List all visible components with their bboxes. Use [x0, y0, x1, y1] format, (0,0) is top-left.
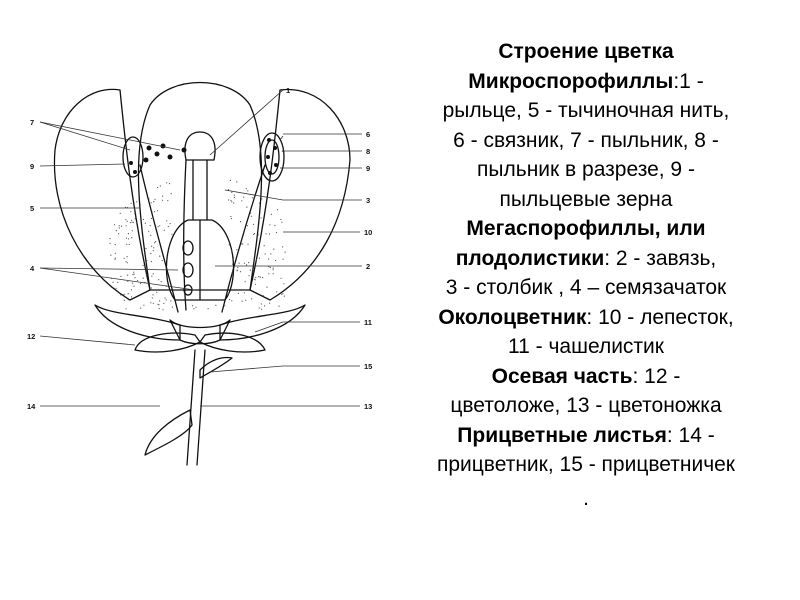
stipple-dot [247, 225, 248, 226]
stipple-dot [134, 209, 135, 210]
stipple-dot [164, 297, 165, 298]
stipple-dot [114, 259, 115, 260]
stipple-dot [250, 270, 251, 271]
label-11: 11 [364, 318, 372, 327]
stipple-dot [161, 281, 162, 282]
stipple-dot [145, 223, 146, 224]
stipple-dot [255, 277, 256, 278]
stipple-dot [170, 223, 171, 224]
stipple-dot [110, 255, 111, 256]
stipple-dot [265, 253, 266, 254]
right-leader-stubs [283, 134, 362, 406]
stipple-dot [158, 304, 159, 305]
stipple-dot [131, 222, 132, 223]
stipple-dot [247, 190, 248, 191]
stigma [185, 132, 215, 160]
stipple-dot [151, 287, 152, 288]
stipple-dot [230, 200, 231, 201]
stipple-dot [253, 197, 254, 198]
stipple-dot [128, 238, 129, 239]
stipple-dot [247, 244, 248, 245]
stipple-dot [268, 258, 269, 259]
stipple-dot [116, 230, 117, 231]
stipple-dot [242, 243, 243, 244]
stipple-dot [158, 279, 159, 280]
stipple-dot [109, 238, 110, 239]
stipple-dot [269, 303, 270, 304]
stipple-dot [154, 199, 155, 200]
stipple-dot [131, 220, 132, 221]
stipple-dot [143, 278, 144, 279]
micro-line-2: 6 - связник, 7 - пыльник, 8 - [453, 128, 719, 152]
stipple-dot [270, 253, 271, 254]
stipple-dot [231, 300, 232, 301]
stipple-dot [136, 222, 137, 223]
stipple-dot [143, 305, 144, 306]
stipple-dot [261, 192, 262, 193]
micro-line-3: пыльник в разрезе, 9 - [477, 158, 695, 181]
stipple-dot [237, 267, 238, 268]
stipple-dot [266, 233, 267, 234]
legend-axial-row [392, 362, 780, 392]
stipple-dot [150, 225, 151, 226]
stipple-dot [140, 283, 141, 284]
stipple-dot [157, 187, 158, 188]
stipple-dot [273, 249, 274, 250]
stipple-dot [140, 204, 141, 205]
flower-structure-diagram [0, 60, 390, 480]
stipple-dot [270, 267, 271, 268]
stipple-dot [195, 307, 196, 308]
petal-right [250, 90, 350, 300]
stipple-dot [146, 274, 147, 275]
bract-first: : 14 - [666, 423, 715, 447]
stipple-dot [133, 286, 134, 287]
stipple-dot [224, 305, 225, 306]
stipple-dot [126, 308, 127, 309]
stipple-dot [280, 278, 281, 279]
stipple-dot [231, 218, 232, 219]
stipple-dot [151, 261, 152, 262]
stipple-dot [127, 262, 128, 263]
stipple-dot [151, 276, 152, 277]
stipple-dot [162, 260, 163, 261]
stipple-dot [232, 264, 233, 265]
stipple-dot [263, 295, 264, 296]
stipple-dot [280, 219, 281, 220]
stipple-dot [115, 258, 116, 259]
stipple-dot [238, 293, 239, 294]
legend-perianth-row [392, 303, 780, 333]
stipple-dot [123, 294, 124, 295]
mega-heading: Мегаспорофиллы, или [466, 217, 706, 240]
stipple-dot [120, 294, 121, 295]
stipple-dot [253, 224, 254, 225]
stipple-dot [170, 300, 171, 301]
stipple-dot [261, 198, 262, 199]
label-4: 4 [30, 264, 35, 273]
stipple-dot [159, 243, 160, 244]
pollen-grains [129, 138, 278, 175]
stipple-dot [153, 247, 154, 248]
stipple-dot [261, 217, 262, 218]
stipple-dot [234, 195, 235, 196]
stipple-dot [259, 307, 260, 308]
mega-heading-2: плодолистики [455, 246, 605, 270]
stipple-dot [234, 197, 235, 198]
stipple-dot [116, 288, 117, 289]
stipple-dot [120, 213, 121, 214]
label-15: 15 [364, 362, 373, 371]
stipple-dot [150, 235, 151, 236]
stipple-dot [155, 241, 156, 242]
stipple-dot [128, 293, 129, 294]
stipple-dot [128, 299, 129, 300]
stipple-dot [127, 256, 128, 257]
stipple-dot [237, 270, 238, 271]
stipple-dot [261, 309, 262, 310]
stipple-dot [230, 216, 231, 217]
stipple-dot [281, 294, 282, 295]
stipple-dot [115, 253, 116, 254]
perianth-line-2: 11 - чашелистик [508, 335, 664, 358]
stipple-dot [117, 282, 118, 283]
stipple-dot [228, 293, 229, 294]
stipple-dot [228, 199, 229, 200]
stipple-dot [151, 246, 152, 247]
stipple-dot [232, 273, 233, 274]
stipple-dot [162, 309, 163, 310]
stipple-dot [166, 299, 167, 300]
stipple-dot [261, 303, 262, 304]
stipple-dot [283, 283, 284, 284]
stipple-dot [273, 273, 274, 274]
stipple-dot [253, 234, 254, 235]
stipple-dot [152, 297, 153, 298]
stipple-dot [159, 225, 160, 226]
stipple-dot [166, 220, 167, 221]
stipple-dot [231, 250, 232, 251]
label-10: 10 [364, 228, 373, 237]
micro-line-1: рыльце, 5 - тычиночная нить, [442, 99, 730, 122]
stipple-dot [124, 258, 125, 259]
stipple-dot [258, 234, 259, 235]
stipple-dot [273, 269, 274, 270]
trailing-dot: . [583, 486, 589, 510]
micro-line-4: пыльцевые зерна [499, 187, 673, 211]
stipple-dot [115, 244, 116, 245]
stipple-dot [126, 238, 127, 239]
legend-mega-row [392, 214, 780, 244]
stipple-dot [233, 275, 234, 276]
stipple-dot [262, 277, 263, 278]
stipple-dot [233, 257, 234, 258]
style [193, 160, 207, 220]
labels-left [27, 118, 36, 411]
label-9-right: 9 [366, 164, 371, 173]
stipple-dot [159, 300, 160, 301]
stipple-dot [169, 183, 170, 184]
sepal-left [95, 305, 180, 340]
stipple-dot [246, 264, 247, 265]
stipple-dot [162, 200, 163, 201]
stipple-dot [154, 242, 155, 243]
stipple-dot [232, 271, 233, 272]
label-9-left: 9 [30, 162, 35, 171]
stipple-dot [143, 265, 144, 266]
stipple-dot [150, 302, 151, 303]
label-2: 2 [366, 262, 371, 271]
stipple-dot [245, 300, 246, 301]
stipple-dot [248, 275, 249, 276]
stipple-dot [118, 233, 119, 234]
stipple-dot [278, 306, 279, 307]
perianth-first: : 10 - лепесток, [586, 305, 734, 329]
stipple-dot [153, 250, 154, 251]
stipple-dot [285, 252, 286, 253]
stipple-dot [131, 237, 132, 238]
stipple-dot [112, 282, 113, 283]
stipple-dot [153, 303, 154, 304]
bract-line-2: прицветник, 15 - прицветничек [437, 453, 735, 476]
mega-first: : 2 - завязь, [604, 246, 717, 270]
stipple-dot [130, 222, 131, 223]
stipple-dot [140, 308, 141, 309]
stipple-dot [251, 216, 252, 217]
stipple-dot [119, 227, 120, 228]
stipple-dot [252, 271, 253, 272]
stipple-dot [168, 246, 169, 247]
stipple-dot [215, 305, 216, 306]
stipple-dot [131, 289, 132, 290]
stipple-dot [228, 189, 229, 190]
stipple-dot [276, 291, 277, 292]
stipple-dot [264, 245, 265, 246]
stamen-filament-center [184, 160, 186, 310]
bract [145, 410, 192, 455]
stipple-dot [255, 279, 256, 280]
stipple-dot [128, 233, 129, 234]
stipple-dot [135, 218, 136, 219]
stipple-dot [136, 201, 137, 202]
stipple-dot [260, 277, 261, 278]
stipple-dot [162, 196, 163, 197]
stipple-dot [133, 222, 134, 223]
stipple-dot [236, 249, 237, 250]
stipple-dot [131, 296, 132, 297]
stipple-dot [275, 260, 276, 261]
label-3: 3 [366, 196, 371, 205]
label-14: 14 [27, 402, 36, 411]
mega-line-2: 3 - столбик , 4 – семязачаток [445, 276, 727, 299]
stipple-dot [163, 303, 164, 304]
stipple-dot [229, 299, 230, 300]
stipple-dot [240, 271, 241, 272]
labels-right [286, 86, 372, 411]
stipple-dot [256, 259, 257, 260]
stipple-dot [159, 308, 160, 309]
stipple-dot [171, 193, 172, 194]
stipple-dot [243, 197, 244, 198]
stipple-dot [273, 268, 274, 269]
stipple-dot [146, 260, 147, 261]
stipple-dot [164, 230, 165, 231]
stipple-dot [251, 298, 252, 299]
stipple-dot [282, 293, 283, 294]
legend-title-row [392, 37, 780, 67]
stipple-dot [240, 221, 241, 222]
stipple-dot [172, 307, 173, 308]
stipple-dot [253, 269, 254, 270]
legend-text [392, 37, 780, 513]
stipple-dot [255, 284, 256, 285]
stipple-dot [145, 248, 146, 249]
label-5: 5 [30, 204, 35, 213]
stipple-dot [157, 210, 158, 211]
stipple-dot [153, 201, 154, 202]
stipple-dot [132, 283, 133, 284]
stipple-dot [151, 202, 152, 203]
stipple-dot [245, 281, 246, 282]
stipple-dot [119, 225, 120, 226]
stipple-dot [244, 263, 245, 264]
stipple-dot [134, 274, 135, 275]
stipple-dot [143, 219, 144, 220]
stipple-dot [135, 277, 136, 278]
stipple-dot [126, 261, 127, 262]
stipple-dot [269, 224, 270, 225]
stipple-dot [114, 224, 115, 225]
micro-first: :1 - [673, 69, 704, 93]
stipple-dot [246, 207, 247, 208]
stipple-dot [233, 202, 234, 203]
bract-heading: Прицветные листья [457, 423, 667, 447]
stipple-dot [192, 305, 193, 306]
label-6: 6 [366, 130, 371, 139]
stipple-dot [158, 226, 159, 227]
stipple-dot [282, 246, 283, 247]
stipple-dot [120, 276, 121, 277]
ovule [183, 241, 193, 255]
stipple-dot [130, 211, 131, 212]
stipple-dot [152, 294, 153, 295]
stipple-dot [132, 274, 133, 275]
stipple-dot [242, 301, 243, 302]
axial-first: : 12 - [632, 364, 681, 388]
stipple-dot [252, 197, 253, 198]
stipple-dot [109, 243, 110, 244]
stipple-dot [156, 292, 157, 293]
stipple-dot [258, 276, 259, 277]
stipple-dot [244, 292, 245, 293]
stipple-dot [284, 296, 285, 297]
legend-title: Строение цветка [498, 40, 674, 63]
stipple-dot [134, 213, 135, 214]
stipple-dot [132, 230, 133, 231]
axial-line-2: цветоложе, 13 - цветоножка [450, 394, 722, 417]
stipple-dot [168, 226, 169, 227]
stipple-dot [230, 180, 231, 181]
stipple-dot [127, 221, 128, 222]
stipple-dot [241, 200, 242, 201]
stipple-dot [133, 272, 134, 273]
stipple-dot [151, 218, 152, 219]
stipple-dot [137, 280, 138, 281]
stipple-dot [127, 275, 128, 276]
stipple-dot [152, 211, 153, 212]
label-12: 12 [27, 332, 36, 341]
stipple-dot [277, 209, 278, 210]
stipple-dot [250, 213, 251, 214]
stipple-dot [231, 192, 232, 193]
axial-heading: Осевая часть [491, 364, 633, 388]
stipple-dot [124, 300, 125, 301]
stipple-dot [268, 273, 269, 274]
stipple-dot [239, 263, 240, 264]
stipple-dot [229, 244, 230, 245]
label-13: 13 [364, 402, 373, 411]
stipple-dot [236, 181, 237, 182]
micro-heading: Микроспорофиллы [468, 69, 674, 93]
stipple-dot [274, 225, 275, 226]
stipple-dot [121, 226, 122, 227]
stipple-dot [281, 222, 282, 223]
legend-bract-row [392, 421, 780, 451]
stipple-dot [259, 258, 260, 259]
stipple-dot [283, 259, 284, 260]
label-1: 1 [286, 86, 291, 95]
stipple-dot [193, 308, 194, 309]
stipple-dot [129, 244, 130, 245]
stipple-dot [167, 200, 168, 201]
stipple-dot [148, 198, 149, 199]
stipple-dot [208, 308, 209, 309]
anther-left [123, 137, 143, 177]
sepal-right [220, 305, 305, 340]
stipple-dot [160, 185, 161, 186]
stipple-dot [131, 203, 132, 204]
stipple-dot [159, 256, 160, 257]
stipple-dot [259, 203, 260, 204]
stipple-dot [276, 232, 277, 233]
label-8: 8 [366, 147, 371, 156]
leader-lines [40, 90, 330, 406]
stipple-dot [150, 253, 151, 254]
stipple-dot [126, 225, 127, 226]
stipple-dot [171, 234, 172, 235]
stipple-dot [154, 211, 155, 212]
stipple-dot [125, 219, 126, 220]
legend-mega-row-2 [392, 244, 780, 274]
legend-micro-row [392, 67, 780, 97]
stipple-dot [126, 244, 127, 245]
perianth-heading: Околоцветник [438, 305, 587, 329]
stipple-dot [248, 262, 249, 263]
stipple-dot [266, 287, 267, 288]
stipple-dot [153, 273, 154, 274]
stipple-dot [264, 305, 265, 306]
stipple-dot [246, 188, 247, 189]
stipple-dot [269, 233, 270, 234]
stipple-dot [271, 214, 272, 215]
stipple-dot [166, 182, 167, 183]
stipple-dot [231, 201, 232, 202]
label-7: 7 [30, 118, 35, 127]
stipple-dot [148, 231, 149, 232]
